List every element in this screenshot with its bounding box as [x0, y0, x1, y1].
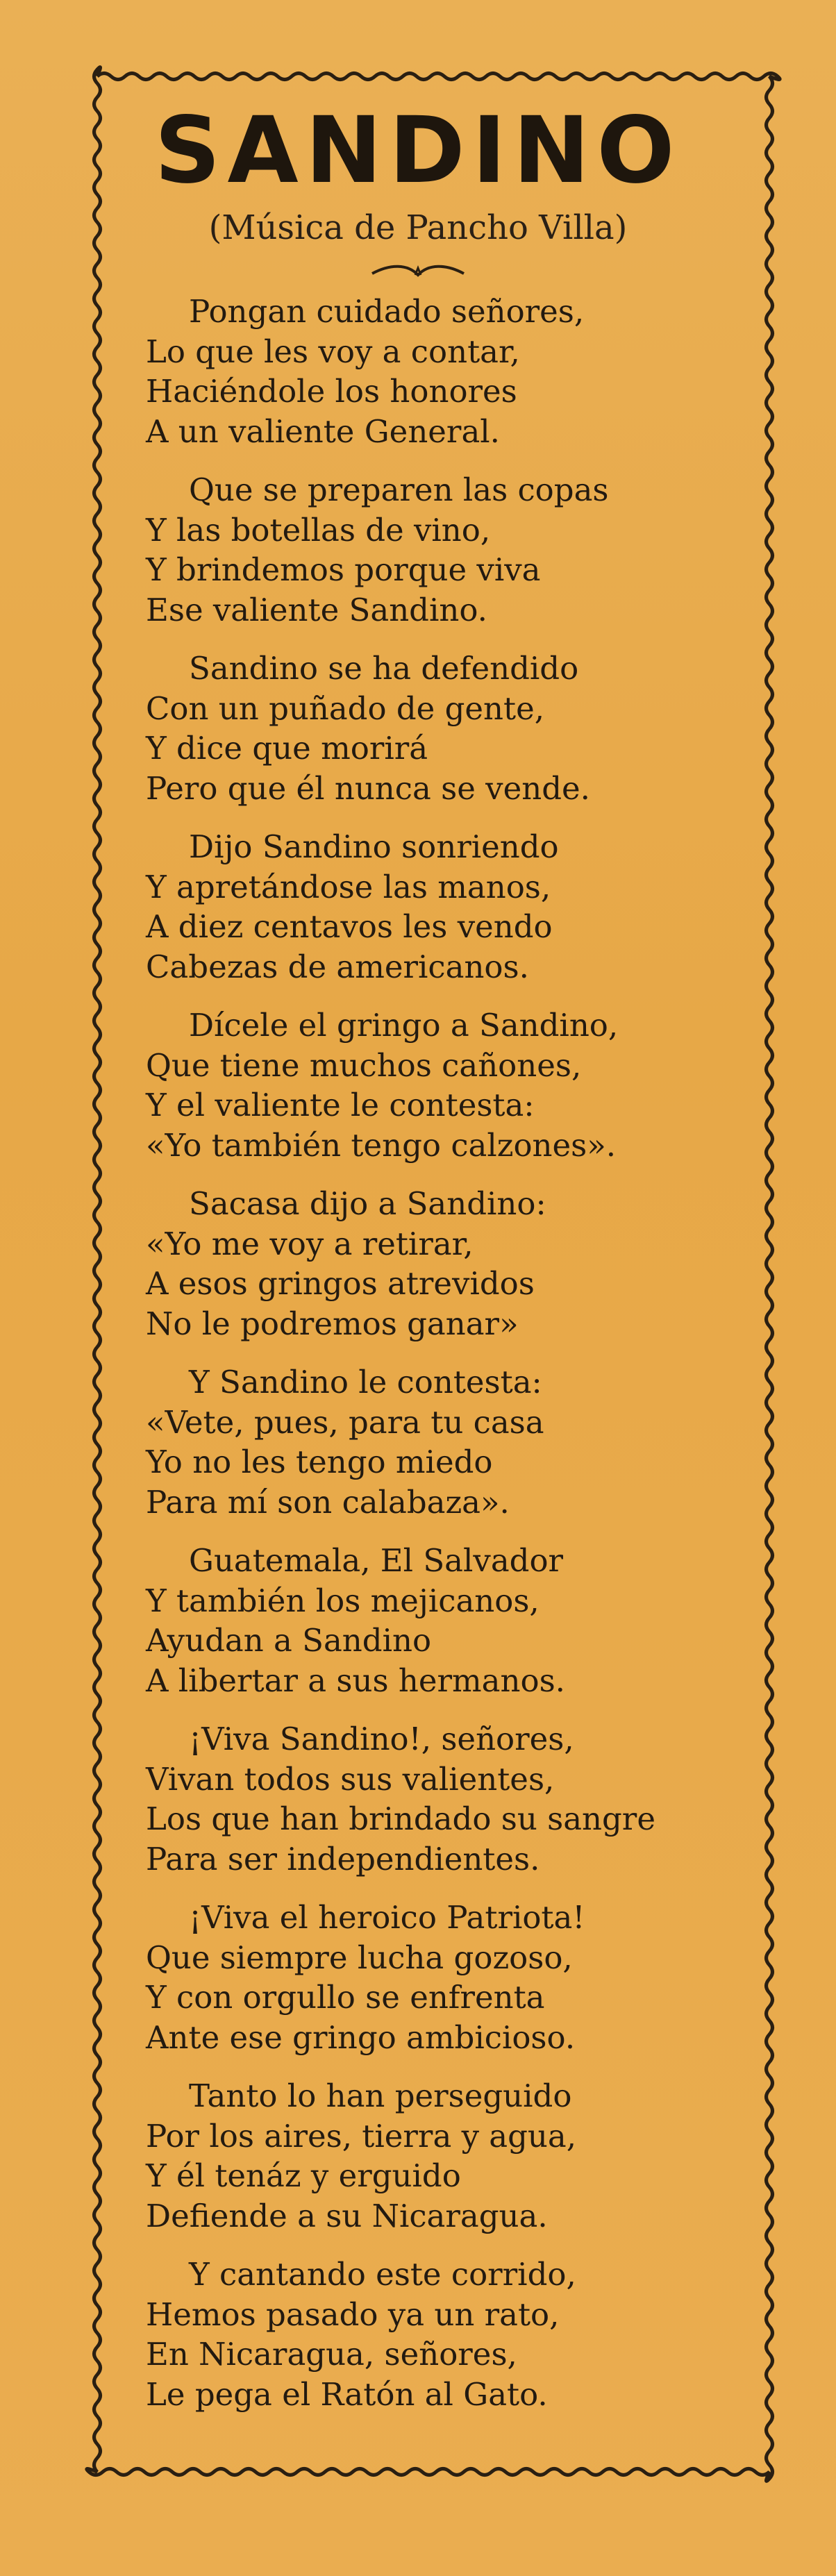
stanza	[146, 1541, 743, 1700]
poem-line: Y también los mejicanos,	[146, 1582, 540, 1619]
poem-line: Y las botellas de vino,	[146, 511, 491, 549]
stanza	[146, 649, 743, 808]
poem-line: Dícele el gringo a Sandino,	[189, 1007, 619, 1044]
stanza	[146, 1362, 743, 1522]
poem-line: Ese valiente Sandino.	[146, 591, 487, 628]
page-subtitle: (Música de Pancho Villa)	[208, 208, 628, 247]
poem-line: Para mí son calabaza».	[146, 1483, 510, 1521]
stanza	[146, 1184, 743, 1344]
poem-line: Sacasa dijo a Sandino:	[189, 1185, 546, 1222]
ornament-flourish-icon	[369, 258, 467, 286]
poem-line: No le podremos ganar»	[146, 1305, 519, 1342]
poem-line: ¡Viva Sandino!, señores,	[189, 1721, 574, 1757]
poem-line: Vivan todos sus valientes,	[146, 1760, 555, 1798]
stanza	[146, 292, 743, 451]
stanza	[146, 470, 743, 630]
poem-line: Le pega el Ratón al Gato.	[146, 2375, 548, 2413]
poem-line: Los que han brindado su sangre	[146, 1800, 655, 1837]
poem-line: A esos gringos atrevidos	[146, 1265, 535, 1302]
poem-line: Haciéndole los honores	[146, 373, 517, 410]
poem-line: «Yo me voy a retirar,	[146, 1225, 474, 1262]
poem-line: Y el valiente le contesta:	[146, 1087, 535, 1123]
poem-body	[146, 292, 743, 2414]
page-title: SANDINO	[154, 97, 682, 204]
poem-line: Hemos pasado ya un rato,	[146, 2295, 560, 2333]
poem-line: Ante ese gringo ambicioso.	[146, 2018, 576, 2056]
poem-line: Pero que él nunca se vende.	[146, 769, 590, 807]
poem-line: Que siempre lucha gozoso,	[146, 1939, 573, 1976]
poem-line: Y apretándose las manos,	[146, 868, 551, 905]
poem-line: A un valiente General.	[146, 412, 500, 450]
stanza	[146, 827, 743, 987]
poem-line: Dijo Sandino sonriendo	[189, 828, 559, 865]
poem-line: Guatemala, El Salvador	[189, 1542, 564, 1579]
stanza	[146, 2076, 743, 2236]
poem-line: Sandino se ha defendido	[189, 650, 579, 687]
poem-line: Yo no les tengo miedo	[146, 1444, 493, 1480]
poem-line: «Yo también tengo calzones».	[146, 1126, 617, 1164]
poem-line: Defiende a su Nicaragua.	[146, 2197, 548, 2234]
poem-line: Cabezas de americanos.	[146, 948, 529, 985]
poem-line: Que tiene muchos cañones,	[146, 1046, 582, 1084]
poem-line: Ayudan a Sandino	[146, 1622, 432, 1659]
poem-line: En Nicaragua, señores,	[146, 2336, 517, 2373]
poem-line: Y dice que morirá	[146, 730, 428, 767]
poem-line: Y él tenáz y erguido	[146, 2157, 461, 2194]
stanza	[146, 1005, 743, 1165]
poem-line: Tanto lo han perseguido	[189, 2077, 572, 2114]
poem-line: Pongan cuidado señores,	[189, 293, 585, 330]
stanza	[146, 1898, 743, 2057]
poem-line: Por los aires, tierra y agua,	[146, 2117, 577, 2155]
poem-line: Para ser independientes.	[146, 1840, 540, 1877]
stanza	[146, 1719, 743, 1879]
poem-line: Y Sandino le contesta:	[189, 1364, 542, 1400]
stanza	[146, 2255, 743, 2414]
poem-line: Y cantando este corrido,	[189, 2256, 576, 2293]
poem-line: A libertar a sus hermanos.	[146, 1662, 565, 1699]
poem-line: Lo que les voy a contar,	[146, 333, 520, 370]
poem-line: «Vete, pues, para tu casa	[146, 1403, 544, 1441]
poem-line: ¡Viva el heroico Patriota!	[189, 1899, 585, 1936]
poem-line: Que se preparen las copas	[189, 471, 609, 508]
poem-line: Y brindemos porque viva	[146, 551, 541, 588]
poem-line: Con un puñado de gente,	[146, 689, 545, 727]
poem-line: Y con orgullo se enfrenta	[146, 1979, 545, 2016]
poem-line: A diez centavos les vendo	[146, 908, 553, 945]
